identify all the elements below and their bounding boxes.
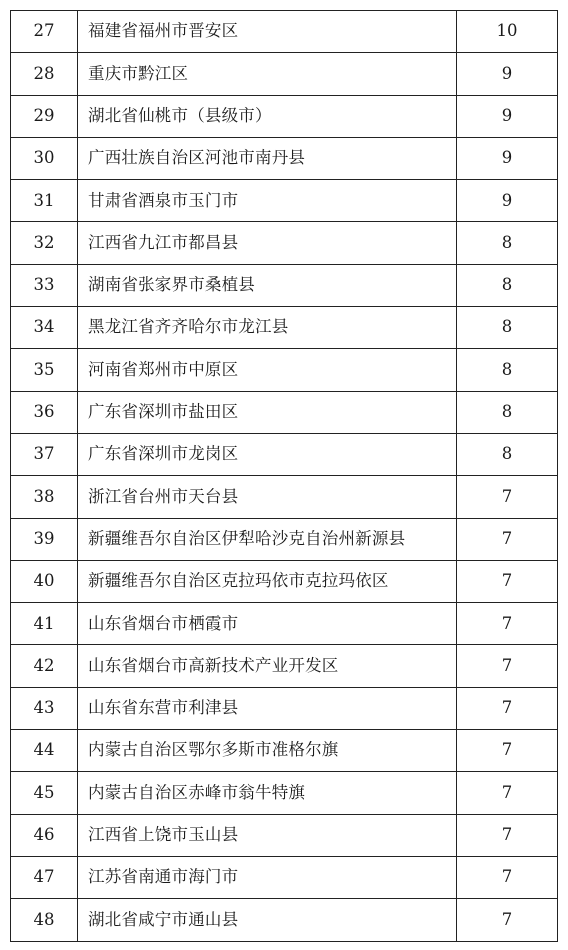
rank-cell: 44 bbox=[11, 730, 78, 772]
region-cell: 甘肃省酒泉市玉门市 bbox=[78, 180, 457, 222]
table-row bbox=[11, 95, 558, 137]
region-cell: 湖北省仙桃市（县级市） bbox=[78, 95, 457, 137]
table-row bbox=[11, 645, 558, 687]
region-cell: 江西省上饶市玉山县 bbox=[78, 814, 457, 856]
region-cell: 重庆市黔江区 bbox=[78, 53, 457, 95]
region-cell: 浙江省台州市天台县 bbox=[78, 476, 457, 518]
region-cell: 山东省烟台市高新技术产业开发区 bbox=[78, 645, 457, 687]
rank-cell: 36 bbox=[11, 391, 78, 433]
table-row bbox=[11, 687, 558, 729]
region-cell: 江苏省南通市海门市 bbox=[78, 856, 457, 898]
rank-cell: 27 bbox=[11, 11, 78, 53]
rank-cell: 46 bbox=[11, 814, 78, 856]
region-cell: 广东省深圳市盐田区 bbox=[78, 391, 457, 433]
rank-cell: 35 bbox=[11, 349, 78, 391]
count-cell: 9 bbox=[457, 53, 558, 95]
table-row bbox=[11, 137, 558, 179]
table-row bbox=[11, 222, 558, 264]
rank-cell: 30 bbox=[11, 137, 78, 179]
count-cell: 7 bbox=[457, 814, 558, 856]
table-row bbox=[11, 518, 558, 560]
table-body bbox=[11, 11, 558, 942]
table-row bbox=[11, 814, 558, 856]
region-cell: 山东省烟台市栖霞市 bbox=[78, 603, 457, 645]
count-cell: 7 bbox=[457, 899, 558, 941]
rank-cell: 41 bbox=[11, 603, 78, 645]
region-cell: 福建省福州市晋安区 bbox=[78, 11, 457, 53]
rank-cell: 28 bbox=[11, 53, 78, 95]
count-cell: 9 bbox=[457, 180, 558, 222]
region-cell: 黑龙江省齐齐哈尔市龙江县 bbox=[78, 307, 457, 349]
table-row bbox=[11, 180, 558, 222]
rank-cell: 45 bbox=[11, 772, 78, 814]
rank-cell: 39 bbox=[11, 518, 78, 560]
count-cell: 9 bbox=[457, 137, 558, 179]
count-cell: 7 bbox=[457, 560, 558, 602]
count-cell: 7 bbox=[457, 856, 558, 898]
count-cell: 8 bbox=[457, 222, 558, 264]
count-cell: 7 bbox=[457, 603, 558, 645]
table-row bbox=[11, 899, 558, 941]
count-cell: 8 bbox=[457, 307, 558, 349]
rank-cell: 43 bbox=[11, 687, 78, 729]
region-cell: 内蒙古自治区赤峰市翁牛特旗 bbox=[78, 772, 457, 814]
table-row bbox=[11, 560, 558, 602]
rank-cell: 29 bbox=[11, 95, 78, 137]
rank-cell: 31 bbox=[11, 180, 78, 222]
rank-cell: 48 bbox=[11, 899, 78, 941]
count-cell: 7 bbox=[457, 476, 558, 518]
table-row bbox=[11, 476, 558, 518]
region-cell: 湖南省张家界市桑植县 bbox=[78, 264, 457, 306]
region-cell: 新疆维吾尔自治区伊犁哈沙克自治州新源县 bbox=[78, 518, 457, 560]
table-row bbox=[11, 391, 558, 433]
rank-cell: 34 bbox=[11, 307, 78, 349]
region-cell: 内蒙古自治区鄂尔多斯市准格尔旗 bbox=[78, 730, 457, 772]
table-row bbox=[11, 53, 558, 95]
region-cell: 广东省深圳市龙岗区 bbox=[78, 433, 457, 475]
table-row bbox=[11, 603, 558, 645]
rank-cell: 32 bbox=[11, 222, 78, 264]
rank-cell: 40 bbox=[11, 560, 78, 602]
count-cell: 9 bbox=[457, 95, 558, 137]
count-cell: 7 bbox=[457, 687, 558, 729]
region-cell: 新疆维吾尔自治区克拉玛依市克拉玛依区 bbox=[78, 560, 457, 602]
rank-cell: 47 bbox=[11, 856, 78, 898]
count-cell: 7 bbox=[457, 772, 558, 814]
table-row bbox=[11, 772, 558, 814]
table-row bbox=[11, 349, 558, 391]
count-cell: 8 bbox=[457, 391, 558, 433]
count-cell: 8 bbox=[457, 349, 558, 391]
region-cell: 广西壮族自治区河池市南丹县 bbox=[78, 137, 457, 179]
rank-cell: 42 bbox=[11, 645, 78, 687]
region-cell: 河南省郑州市中原区 bbox=[78, 349, 457, 391]
table-row bbox=[11, 264, 558, 306]
rank-cell: 37 bbox=[11, 433, 78, 475]
count-cell: 10 bbox=[457, 11, 558, 53]
ranking-table bbox=[10, 10, 558, 942]
region-cell: 江西省九江市都昌县 bbox=[78, 222, 457, 264]
region-cell: 湖北省咸宁市通山县 bbox=[78, 899, 457, 941]
table-row bbox=[11, 856, 558, 898]
count-cell: 8 bbox=[457, 433, 558, 475]
count-cell: 7 bbox=[457, 730, 558, 772]
table-row bbox=[11, 307, 558, 349]
region-cell: 山东省东营市利津县 bbox=[78, 687, 457, 729]
count-cell: 7 bbox=[457, 645, 558, 687]
table-row bbox=[11, 11, 558, 53]
rank-cell: 33 bbox=[11, 264, 78, 306]
table-row bbox=[11, 433, 558, 475]
count-cell: 7 bbox=[457, 518, 558, 560]
count-cell: 8 bbox=[457, 264, 558, 306]
table-row bbox=[11, 730, 558, 772]
rank-cell: 38 bbox=[11, 476, 78, 518]
